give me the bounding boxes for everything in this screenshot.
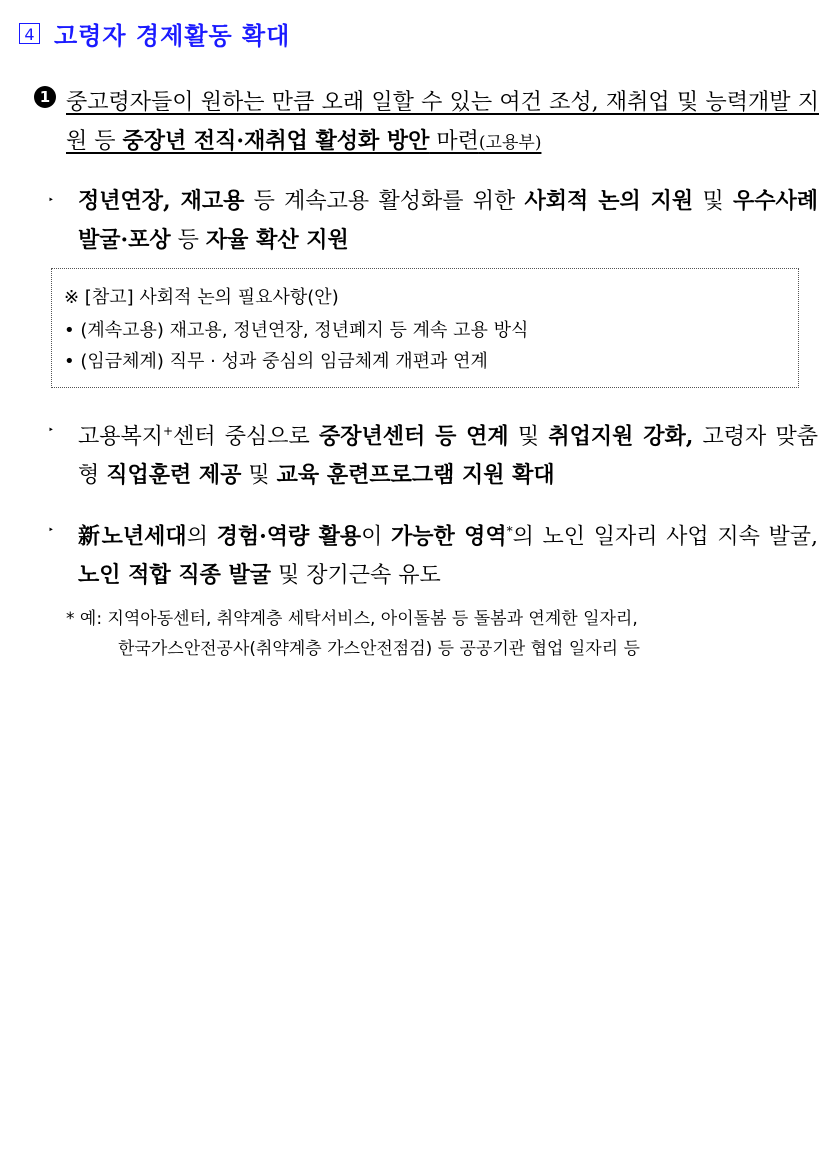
section-title: 고령자 경제활동 확대 bbox=[54, 22, 291, 50]
item-1 bbox=[34, 84, 819, 162]
bullet-2-bold-4: 교육 훈련프로그램 지원 확대 bbox=[276, 462, 555, 489]
item-1-emphasis: 중장년 전직·재취업 활성화 방안 bbox=[122, 128, 430, 154]
bullet-3-text-6: 의 노인 일자리 사업 지속 발굴, bbox=[512, 524, 818, 550]
reference-line-1: • (계속고용) 재고용, 정년연장, 정년폐지 등 계속 고용 방식 bbox=[64, 320, 529, 341]
bullet-3-text-4: 이 bbox=[361, 524, 392, 550]
bullet-1-text-6: 등 bbox=[170, 228, 206, 253]
superscript-asterisk: * bbox=[506, 524, 513, 538]
bullet-3-bold-3: 가능한 영역 bbox=[391, 523, 507, 550]
bullet-2-text bbox=[78, 412, 818, 495]
bullet-1-text-4: 및 bbox=[693, 189, 733, 214]
bullet-2-text-2: 센터 중심으로 bbox=[173, 424, 319, 450]
section-number-box: 4 bbox=[19, 23, 40, 44]
item-1-text-a: 중고령자들이 원하는 만큼 오래 일할 수 있는 여건 조성, 재취업 및 능력개발 지원 등 bbox=[66, 90, 819, 154]
bullet-1 bbox=[48, 182, 818, 260]
bullet-3-bold-4: 노인 적합 직종 발굴 bbox=[78, 562, 271, 589]
item-1-text bbox=[66, 84, 819, 162]
bullet-3 bbox=[48, 512, 818, 595]
bullet-3-text bbox=[78, 512, 818, 595]
reference-title: ※ [참고] 사회적 논의 필요사항(안) bbox=[64, 287, 339, 308]
bullet-2-text-4: 및 bbox=[508, 424, 549, 450]
bullet-2-text-6: 고령자 맞춤형 bbox=[78, 424, 818, 489]
footnote-line-2: 한국가스안전공사(취약계층 가스안전점검) 등 공공기관 협업 일자리 등 bbox=[118, 639, 640, 659]
bullet-2 bbox=[48, 412, 818, 495]
reference-box bbox=[51, 268, 799, 388]
bullet-3-text-8: 및 장기근속 유도 bbox=[271, 563, 441, 589]
superscript-plus: + bbox=[163, 424, 174, 438]
bullet-3-text-2: 의 bbox=[186, 524, 217, 550]
bullet-3-bold-1: 新노년세대 bbox=[78, 523, 187, 550]
footnote-line-1: * 예: 지역아동센터, 취약계층 세탁서비스, 아이돌봄 등 돌봄과 연계한 일자리, bbox=[66, 609, 638, 629]
bullet-2-text-1: 고용복지 bbox=[78, 424, 164, 450]
item-1-text-c: 마련 bbox=[429, 129, 479, 154]
bullet-2-bold-2: 취업지원 강화, bbox=[548, 423, 694, 450]
reference-line-2: • (임금체계) 직무 · 성과 중심의 임금체계 개편과 연계 bbox=[64, 351, 488, 372]
bullet-1-text-2: 등 계속고용 활성화를 위한 bbox=[244, 189, 525, 214]
bullet-2-bold-3: 직업훈련 제공 bbox=[106, 462, 242, 489]
section-header bbox=[19, 16, 290, 51]
bullet-1-bold-4: 자율 확산 지원 bbox=[205, 227, 349, 253]
bullet-1-bold-1: 정년연장, 재고용 bbox=[78, 188, 245, 214]
triangle-bullet-icon: ‣ bbox=[48, 195, 54, 206]
bullet-1-bold-3: 우수사례 발굴·포상 bbox=[78, 188, 818, 253]
agency-label: (고용부) bbox=[478, 133, 542, 153]
triangle-bullet-icon: ‣ bbox=[48, 425, 54, 436]
bullet-2-text-8: 및 bbox=[241, 463, 277, 489]
bullet-1-bold-2: 사회적 논의 지원 bbox=[524, 188, 694, 214]
triangle-bullet-icon: ‣ bbox=[48, 525, 54, 536]
circled-number-icon: 1 bbox=[34, 86, 56, 108]
bullet-3-bold-2: 경험·역량 활용 bbox=[216, 523, 362, 550]
bullet-1-text bbox=[78, 182, 818, 260]
footnote bbox=[66, 604, 640, 664]
bullet-2-bold-1: 중장년센터 등 연계 bbox=[318, 423, 509, 450]
